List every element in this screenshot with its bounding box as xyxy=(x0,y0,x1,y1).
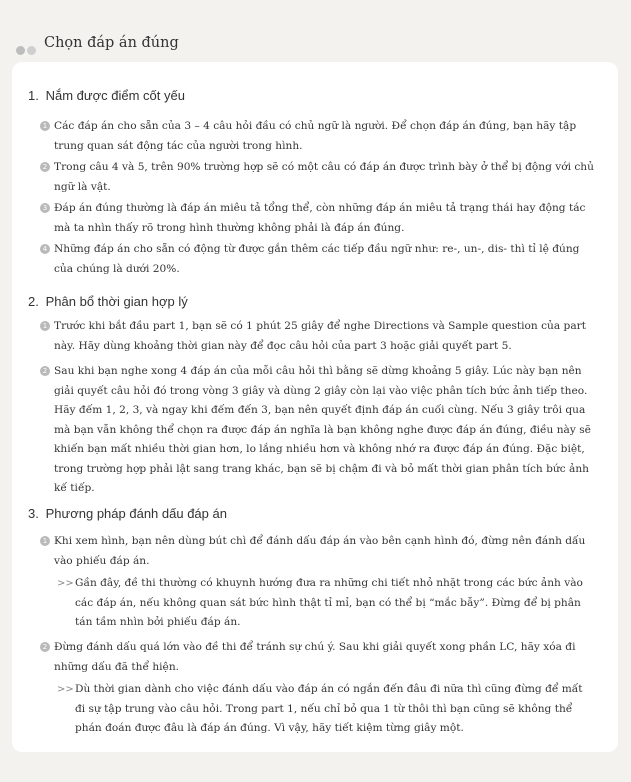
list-item: 1 Khi xem hình, bạn nên dùng bút chì để đánh dấu đáp án vào bên cạnh hình đó, đừng nên đánh dấu vào phiếu đáp án. xyxy=(54,532,594,571)
number-marker-icon: 1 xyxy=(40,536,50,546)
page-title: Chọn đáp án đúng xyxy=(44,35,179,51)
list-item: 2 Đừng đánh dấu quá lớn vào đề thi để tránh sự chú ý. Sau khi giải quyết xong phần LC, hãy xóa đi những dấu đã thể hiện. xyxy=(54,638,594,677)
page-header xyxy=(0,28,631,62)
list-item: 2 Sau khi bạn nghe xong 4 đáp án của mỗi câu hỏi thì bằng sẽ dừng khoảng 5 giây. Lúc này bạn nên giải quyết câu hỏi đó trong vòng 3 giây và dùng 2 giây còn lại vào việc phân tích bức ảnh tiếp theo. Hãy đếm 1, 2, 3, và ngay khi đếm đến 3, bạn nên quyết định đáp án cuối cùng. Nếu 3 giây trôi qua mà bạn vẫn không thể chọn ra được đáp án nghĩa là bạn không nghe được đáp án đúng, điều này sẽ khiến bạn mất nhiều thời gian hơn, lo lắng nhiều hơn và không nhớ ra được đáp án đúng. Đặc biệt, trong trường hợp phải lật sang trang khác, bạn sẽ bị chậm đi và bỏ mất thời gian phân tích bức ảnh kế tiếp. xyxy=(54,362,594,499)
note-block: >> Dù thời gian dành cho việc đánh dấu vào đáp án có ngắn đến đâu đi nữa thì cũng đừng để mất đi sự tập trung vào câu hỏi. Trong part 1, nếu chỉ bỏ qua 1 từ thôi thì bạn cũng sẽ không thể phán đoán được đâu là đáp án đúng. Vì vậy, hãy tiết kiệm từng giây một. xyxy=(75,680,590,739)
list-item: 1 Trước khi bắt đầu part 1, bạn sẽ có 1 phút 25 giây để nghe Directions và Sample question của part này. Hãy dùng khoảng thời gian này để đọc câu hỏi của part 3 hoặc giải quyết part 5. xyxy=(54,317,594,356)
number-marker-icon: 4 xyxy=(40,244,50,254)
list-item: 4 Những đáp án cho sẵn có động từ được gắn thêm các tiếp đầu ngữ như: re-, un-, dis- thì tỉ lệ đúng của chúng là dưới 20%. xyxy=(54,240,594,279)
section-heading-3: 3. Phương pháp đánh dấu đáp án xyxy=(28,506,227,521)
list-item: 3 Đáp án đúng thường là đáp án miêu tả tổng thể, còn những đáp án miêu tả trạng thái hay động tác mà ta nhìn thấy rõ trong hình thường không phải là đáp án đúng. xyxy=(54,199,594,238)
number-marker-icon: 2 xyxy=(40,642,50,652)
list-item: 2 Trong câu 4 và 5, trên 90% trường hợp sẽ có một câu có đáp án được trình bày ở thể bị động với chủ ngữ là vật. xyxy=(54,158,594,197)
number-marker-icon: 2 xyxy=(40,162,50,172)
note-block: >> Gần đây, đề thi thường có khuynh hướng đưa ra những chi tiết nhỏ nhặt trong các bức ảnh vào các đáp án, nếu không quan sát bức hình thật tỉ mỉ, bạn có thể bị “mắc bẫy”. Đừng để bị phân tán tầm nhìn bởi phiếu đáp án. xyxy=(75,574,590,633)
section-title: Phân bổ thời gian hợp lý xyxy=(45,294,188,309)
section-heading-1: 1. Nắm được điểm cốt yếu xyxy=(28,88,185,103)
bullet-dots-icon xyxy=(16,40,38,59)
double-arrow-icon: >> xyxy=(57,684,74,695)
double-arrow-icon: >> xyxy=(57,578,74,589)
list-item: 1 Các đáp án cho sẵn của 3 – 4 câu hỏi đầu có chủ ngữ là người. Để chọn đáp án đúng, bạn hãy tập trung quan sát động tác của người trong hình. xyxy=(54,117,594,156)
number-marker-icon: 3 xyxy=(40,203,50,213)
number-marker-icon: 1 xyxy=(40,321,50,331)
section-title: Nắm được điểm cốt yếu xyxy=(45,88,185,103)
number-marker-icon: 2 xyxy=(40,366,50,376)
section-heading-2: 2. Phân bổ thời gian hợp lý xyxy=(28,294,188,309)
section-title: Phương pháp đánh dấu đáp án xyxy=(45,506,227,521)
number-marker-icon: 1 xyxy=(40,121,50,131)
